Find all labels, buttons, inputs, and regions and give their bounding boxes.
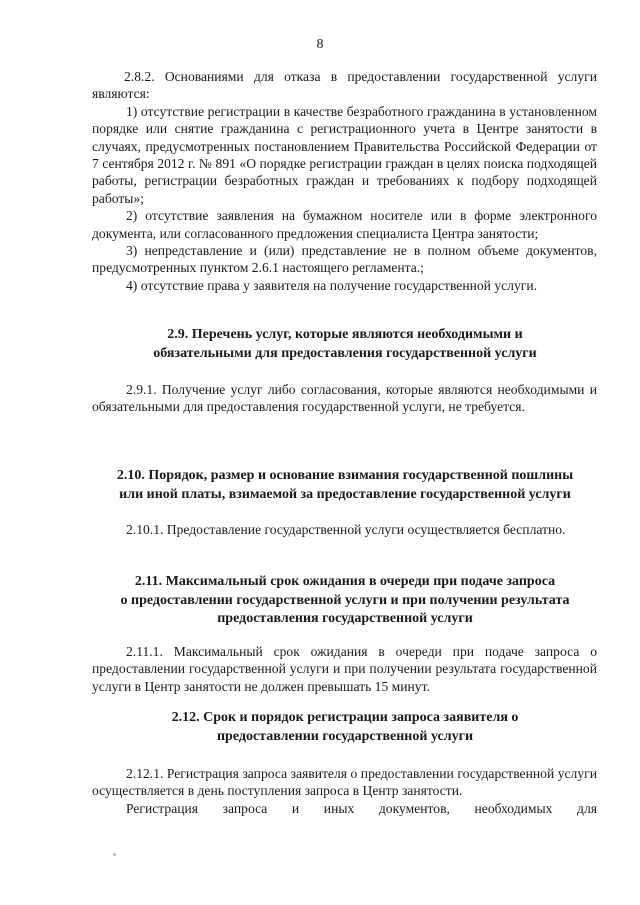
paragraph-item-1: 1) отсутствие регистрации в качестве безработного гражданина в установленном порядке или снятие гражданина с регистрационного учета в Центре занятости в случаях, предусмотренных постановлением Правительства Российской Федерации от 7 сентября 2012 г. № 891 «О порядке регистрации граждан в целях поиска подходящей работы, регистрации безработных граждан и требованиях к подбору подходящей работы»;: [92, 103, 597, 206]
paragraph-2-9-1: 2.9.1. Получение услуг либо согласования, которые являются необходимыми и обязательными для предоставления государственной услуги, не требуется.: [92, 382, 597, 415]
heading-2-11-line-3: предоставления государственной услуги: [217, 611, 473, 626]
paragraph-item-3: 3) непредставление и (или) представление не в полном объеме документов, предусмотренных пунктом 2.6.1 настоящего регламента.;: [92, 243, 597, 276]
paragraph-2-11-1: 2.11.1. Максимальный срок ожидания в очереди при подаче запроса о предоставлении государственной услуги и при получении результата государственной услуги в Центр занятости не должен превышать 15 минут.: [92, 644, 597, 694]
heading-2-12-line-2: предоставлении государственной услуги: [216, 728, 474, 744]
heading-2-9-line-1: 2.9. Перечень услуг, которые являются необходимыми и: [167, 327, 523, 342]
paragraph-registration-continued: Регистрация запроса и иных документов, необходимых для: [126, 800, 597, 816]
paragraph-item-2: 2) отсутствие заявления на бумажном носителе или в форме электронного документа, или согласованного предложения специалиста Центра занятости;: [92, 208, 597, 241]
paragraph-2-10-1: 2.10.1. Предоставление государственной услуги осуществляется бесплатно.: [126, 522, 566, 537]
heading-2-10-line-1: 2.10. Порядок, размер и основание взимания государственной пошлины: [116, 468, 574, 483]
heading-2-11: [80, 573, 610, 629]
section-2-11-1: [92, 643, 597, 695]
paragraph-2-12-1: 2.12.1. Регистрация запроса заявителя о предоставлении государственной услуги осуществляется в день поступления запроса в Центр занятости.: [92, 766, 597, 799]
heading-2-10: [80, 467, 610, 504]
heading-2-10-line-2: или иной платы, взимаемой за предоставление государственной услуги: [119, 486, 571, 502]
scan-speck: [113, 853, 116, 856]
paragraph-item-4: 4) отсутствие права у заявителя на получение государственной услуги.: [126, 277, 538, 293]
paragraph-2-8-2: 2.8.2. Основаниями для отказа в предоставлении государственной услуги являются:: [92, 69, 597, 102]
section-2-12-1: [92, 765, 597, 817]
heading-2-11-line-2: о предоставлении государственной услуги и при получении результата: [120, 592, 570, 608]
heading-2-9-line-2: обязательными для предоставления государственной услуги: [153, 345, 537, 361]
page-number: 8: [316, 37, 324, 52]
heading-2-12-line-1: 2.12. Срок и порядок регистрации запроса заявителя о: [171, 710, 519, 725]
section-2-8-2: [92, 68, 597, 294]
heading-2-12: [80, 709, 610, 746]
heading-2-11-line-1: 2.11. Максимальный срок ожидания в очереди при подаче запроса: [134, 574, 556, 589]
section-2-10-1: [92, 521, 597, 538]
section-2-9-1: [92, 381, 597, 416]
heading-2-9: [80, 326, 610, 363]
